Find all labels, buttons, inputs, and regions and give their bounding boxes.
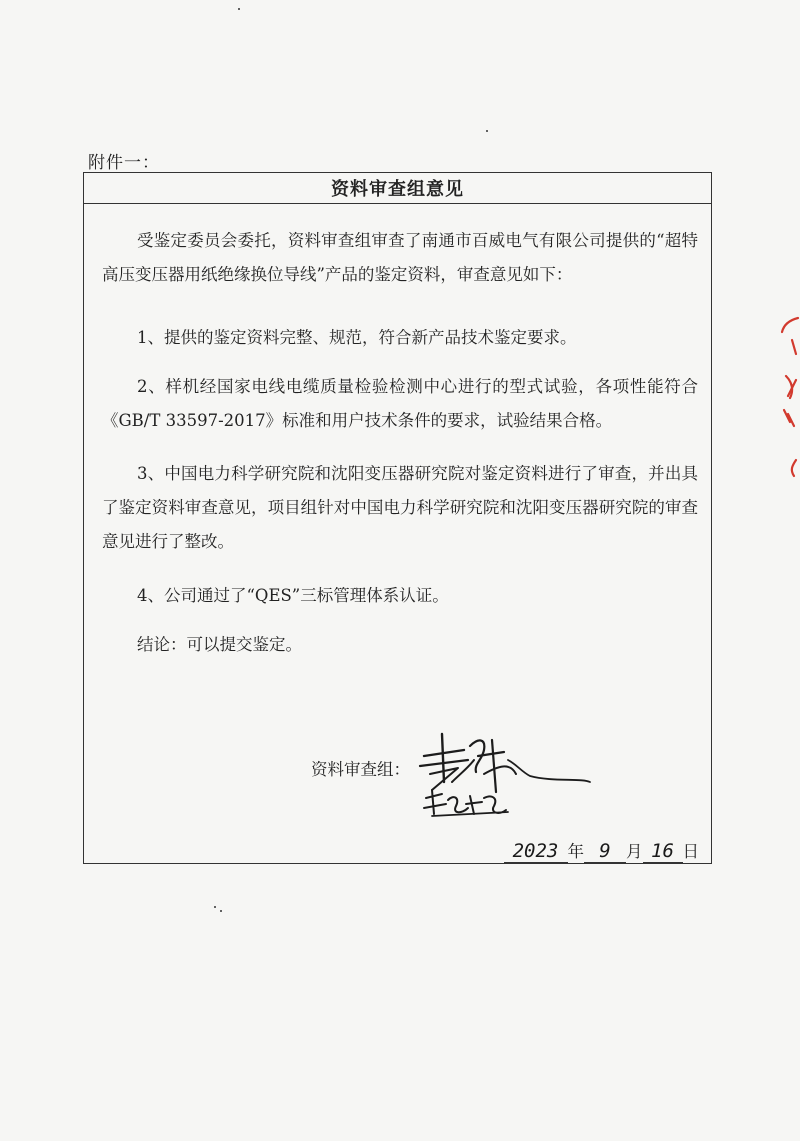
conclusion-paragraph: 结论：可以提交鉴定。 [137,635,302,654]
review-opinion-box [83,172,712,864]
item-1-paragraph: 1、提供的鉴定资料完整、规范，符合新产品技术鉴定要求。 [137,328,577,347]
item-2-paragraph: 2、样机经国家电线电缆质量检验检测中心进行的型式试验，各项性能符合《GB/T 33597-2017》标准和用户技术条件的要求，试验结果合格。 [102,377,698,430]
date-row [504,840,700,863]
date-day: 16 [643,840,683,863]
attachment-label: 附件一： [88,153,160,173]
review-group-label: 资料审查组： [311,760,410,779]
date-year: 2023 [504,840,568,863]
item-3-paragraph: 3、中国电力科学研究院和沈阳变压器研究院对鉴定资料进行了审查，并出具了鉴定资料审查意见，项目组针对中国电力科学研究院和沈阳变压器研究院的审查意见进行了整改。 [102,464,698,551]
paper-speck [214,906,216,908]
paper-speck [486,130,488,132]
date-day-unit: 日 [682,842,699,861]
box-body [84,204,711,862]
item-4-paragraph: 4、公司通过了“QES”三标管理体系认证。 [137,586,449,605]
box-title: 资料审查组意见 [84,173,711,204]
date-month-unit: 月 [626,842,643,861]
paper-speck [238,8,240,10]
paper-speck [220,910,222,912]
date-month: 9 [584,840,626,863]
date-year-unit: 年 [567,842,584,861]
intro-paragraph: 受鉴定委员会委托，资料审查组审查了南通市百威电气有限公司提供的“超特高压变压器用纸绝缘换位导线”产品的鉴定资料，审查意见如下： [102,231,698,284]
handwritten-signatures [412,716,592,826]
red-stamp-edge [770,310,800,480]
